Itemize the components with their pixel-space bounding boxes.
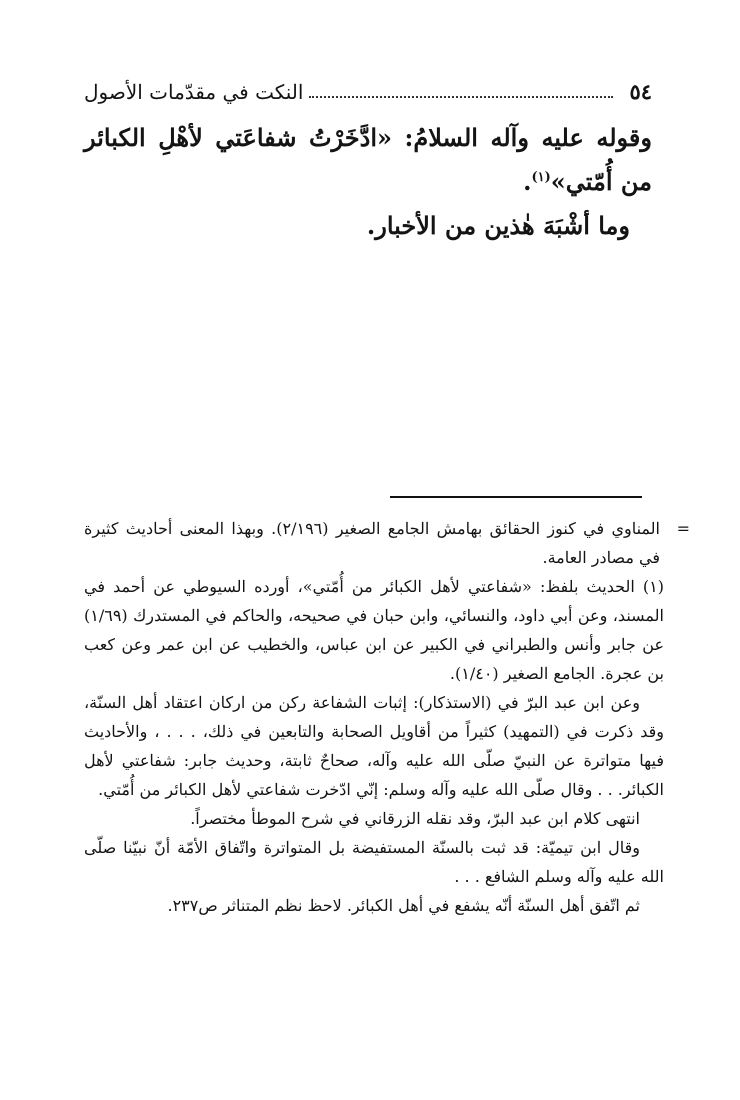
footnote-continuation: [84, 514, 690, 572]
running-title: النكت في مقدّمات الأصول: [84, 80, 304, 104]
footnote-1: (١) الحديث بلفظ: «شفاعتي لأهل الكبائر من أُمّتي»، أورده السيوطي عن أحمد في المسند، وعن أبي داود، والنسائي، وابن حبان في صحيحه، والحاكم في المستدرك (١/٦٩) عن جابر وأنس والطبراني في الكبير عن ابن عباس، والخطيب عن ابن عمر وعن كعب بن عجرة. الجامع الصغير (١/٤٠).: [84, 577, 664, 683]
header-dot-leader: [309, 96, 613, 98]
hadith-quote: وقوله عليه وآله السلامُ: «ادَّخَرْتُ شفاعَتي لأهْلِ الكبائر من أُمّتي»: [84, 123, 652, 196]
footnotes: [84, 514, 690, 920]
continuation-mark: =: [676, 519, 690, 538]
continuation-text: المناوي في كنوز الحقائق بهامش الجامع الصغير (٢/١٩٦). وبهذا المعنى أحاديث كثيرة في مصادر العامة.: [84, 519, 660, 567]
footnote-1-ibn-taymiyya: وقال ابن تيميّة: قد ثبت بالسنّة المستفيضة بل المتواترة واتّفاق الأمّة أنّ نبيّنا صلّى الله عليه وآله وسلم الشافع . . .: [84, 838, 664, 886]
body-paragraph-2: وما أشْبَهَ هٰذين من الأخبار.: [366, 211, 630, 240]
footnote-1-end-quote: انتهى كلام ابن عبد البرّ، وقد نقله الزرقاني في شرح الموطأ مختصراً.: [190, 809, 640, 828]
page-number: ٥٤: [629, 79, 652, 104]
body-paragraph-1: [84, 116, 652, 204]
footnote-1-conclusion: ثم اتّفق أهل السنّة أنّه يشفع في أهل الكبائر. لاحظ نظم المتناثر ص٢٣٧.: [167, 896, 640, 915]
footnote-ref-1: (١): [531, 170, 551, 185]
footnote-separator: [390, 496, 642, 498]
sentence-end: .: [523, 167, 532, 196]
main-text: [84, 116, 652, 248]
page-header: [84, 70, 652, 104]
footnote-1-ibn-abd-al-barr: وعن ابن عبد البرّ في (الاستذكار): إثبات الشفاعة ركن من اركان اعتقاد أهل السنّة، وقد ذكرت في (التمهيد) كثيراً من أقاويل الصحابة والتابعين في ذلك، . . . ، والأحاديث فيها متواترة عن النبيّ صلّى الله عليه وآله، صحاحٌ ثابتة، وحديث جابر: شفاعتي لأهل الكبائر. . . وقال صلّى الله عليه وآله وسلم: إنّي ادّخرت شفاعتي لأهل الكبائر من أُمّتي.: [84, 693, 664, 799]
